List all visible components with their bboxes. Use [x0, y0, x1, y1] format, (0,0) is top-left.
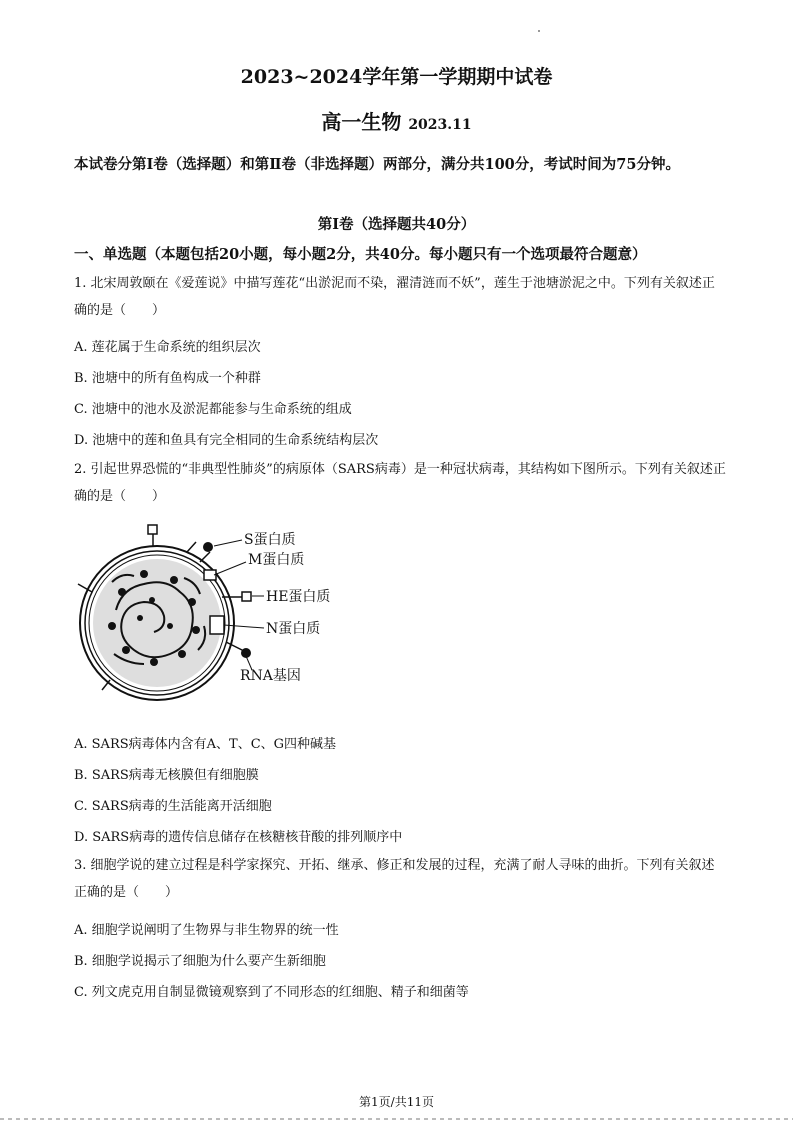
page-edge	[0, 1118, 793, 1120]
subject-name: 高一生物	[321, 110, 402, 134]
sars-virus-diagram	[74, 522, 374, 722]
question-2-option-b: B. SARS病毒无核膜但有细胞膜	[74, 768, 259, 783]
label-m-protein: M蛋白质	[248, 552, 305, 568]
label-he-protein: HE蛋白质	[266, 589, 331, 605]
exam-date: 2023.11	[408, 117, 472, 133]
page-number: 第1页/共11页	[359, 1095, 434, 1109]
question-3-stem: 3. 细胞学说的建立过程是科学家探究、开拓、继承、修正和发展的过程，充满了耐人寻味的曲折。下列有关叙述正确的是（ ）	[74, 858, 715, 900]
label-n-protein: N蛋白质	[266, 621, 321, 637]
section-title: 一、单选题（本题包括20小题，每小题2分，共40分。每小题只有一个选项最符合题意）	[74, 246, 647, 263]
question-2-option-c: C. SARS病毒的生活能离开活细胞	[74, 799, 272, 814]
question-3-option-c: C. 列文虎克用自制显微镜观察到了不同形态的红细胞、精子和细菌等	[74, 985, 469, 1000]
question-1-option-b: B. 池塘中的所有鱼构成一个种群	[74, 371, 261, 386]
label-s-protein: S蛋白质	[244, 532, 296, 548]
exam-title: 2023~2024学年第一学期期中试卷	[240, 66, 553, 88]
question-1-stem: 1. 北宋周敦颐在《爱莲说》中描写莲花“出淤泥而不染，濯清涟而不妖”，莲生于池塘淤泥之中。下列有关叙述正确的是（ ）	[74, 276, 715, 318]
question-1-option-c: C. 池塘中的池水及淤泥都能参与生命系统的组成	[74, 402, 352, 417]
exam-instructions: 本试卷分第Ⅰ卷（选择题）和第Ⅱ卷（非选择题）两部分，满分共100分，考试时间为75分钟。	[74, 156, 680, 173]
question-1-option-a: A. 莲花属于生命系统的组织层次	[74, 340, 261, 355]
subject-title	[0, 106, 793, 135]
label-rna-gene: RNA基因	[240, 668, 301, 684]
question-3-option-a: A. 细胞学说阐明了生物界与非生物界的统一性	[74, 923, 339, 938]
question-2-option-d: D. SARS病毒的遗传信息储存在核糖核苷酸的排列顺序中	[74, 830, 403, 845]
speck	[538, 30, 540, 32]
part-title: 第Ⅰ卷（选择题共40分）	[317, 216, 476, 233]
question-1-option-d: D. 池塘中的莲和鱼具有完全相同的生命系统结构层次	[74, 433, 379, 448]
question-3-option-b: B. 细胞学说揭示了细胞为什么要产生新细胞	[74, 954, 326, 969]
question-2-stem: 2. 引起世界恐慌的“非典型性肺炎”的病原体（SARS病毒）是一种冠状病毒，其结构如下图所示。下列有关叙述正确的是（ ）	[74, 462, 726, 504]
question-2-option-a: A. SARS病毒体内含有A、T、C、G四种碱基	[74, 737, 337, 752]
